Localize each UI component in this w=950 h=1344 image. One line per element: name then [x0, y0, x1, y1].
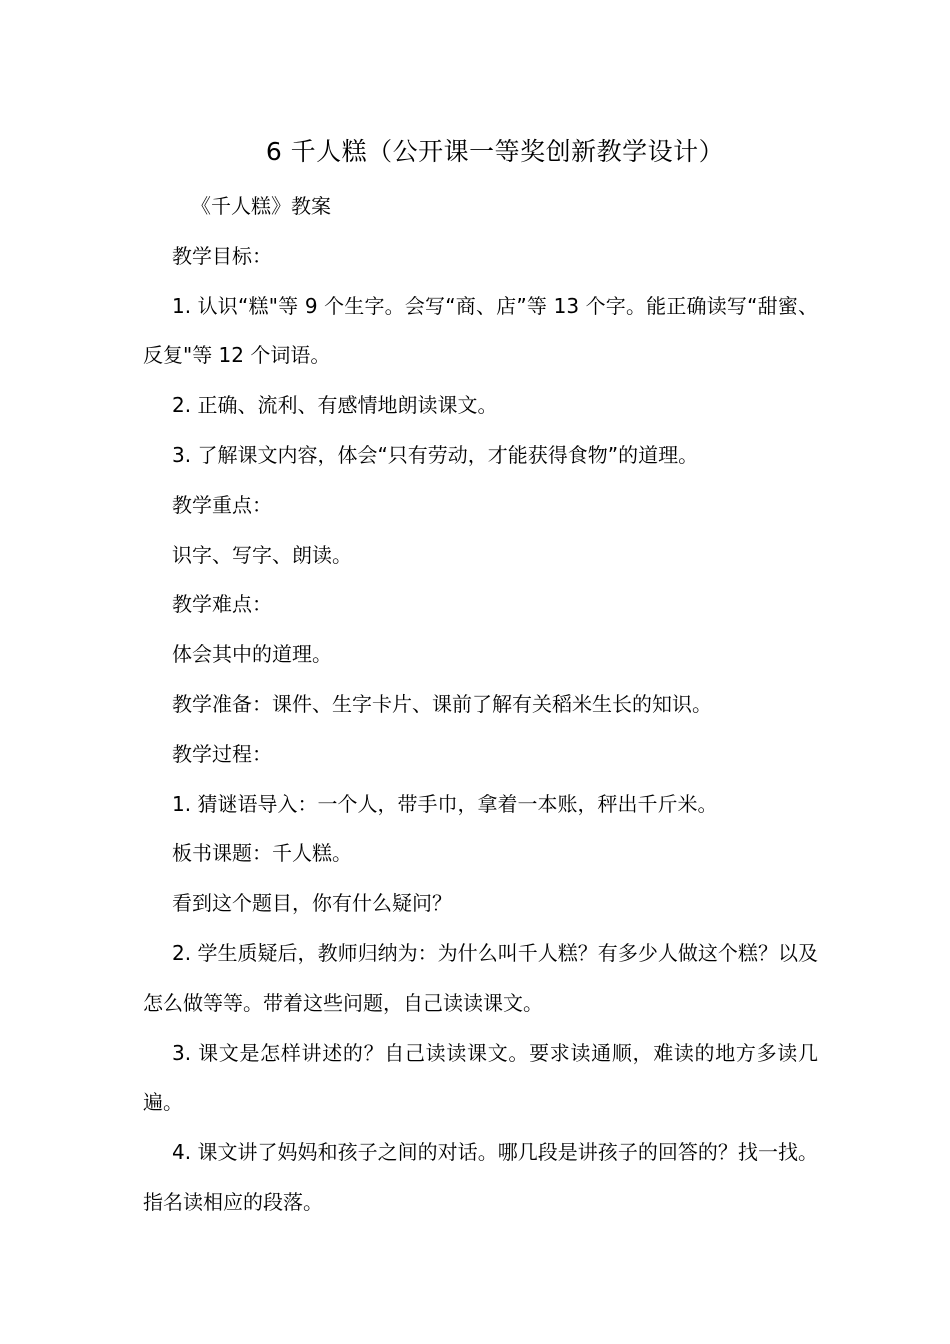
key-points-text: 识字、写字、朗读。 — [172, 542, 352, 567]
section-heading-process: 教学过程： — [172, 741, 272, 766]
objective-3: 3. 了解课文内容，体会“只有劳动，才能获得食物”的道理。 — [172, 442, 699, 467]
section-heading-difficulties: 教学难点： — [172, 592, 272, 617]
difficulties-text: 体会其中的道理。 — [172, 642, 332, 667]
board-title-text: 板书课题：千人糕。 — [172, 841, 352, 866]
process-step-3: 3. 课文是怎样讲述的？自己读读课文。要求读通顺，难读的地方多读几遍。 — [143, 1040, 818, 1115]
section-heading-objectives: 教学目标： — [172, 243, 272, 268]
process-step-2: 2. 学生质疑后，教师归纳为：为什么叫千人糕？有多少人做这个糕？以及怎么做等等。带着这些问题，自己读读课文。 — [143, 940, 818, 1015]
section-heading-key-points: 教学重点： — [172, 492, 272, 517]
question-prompt: 看到这个题目，你有什么疑问？ — [172, 891, 452, 916]
process-step-4: 4. 课文讲了妈妈和孩子之间的对话。哪几段是讲孩子的回答的？找一找。指名读相应的段落。 — [143, 1140, 818, 1214]
lesson-plan-heading: 《千人糕》教案 — [191, 194, 331, 218]
objective-1: 1. 认识“糕"等 9 个生字。会写“商、店”等 13 个字。能正确读写“甜蜜、反复"等 12 个词语。 — [143, 293, 818, 368]
objective-2: 2. 正确、流利、有感情地朗读课文。 — [172, 393, 498, 418]
process-step-1: 1. 猜谜语导入：一个人，带手巾，拿着一本账，秤出千斤米。 — [172, 791, 718, 816]
document-body — [143, 182, 818, 1228]
document-title: 6 千人糕（公开课一等奖创新教学设计） — [265, 137, 725, 166]
preparation-text: 教学准备：课件、生字卡片、课前了解有关稻米生长的知识。 — [172, 691, 712, 716]
